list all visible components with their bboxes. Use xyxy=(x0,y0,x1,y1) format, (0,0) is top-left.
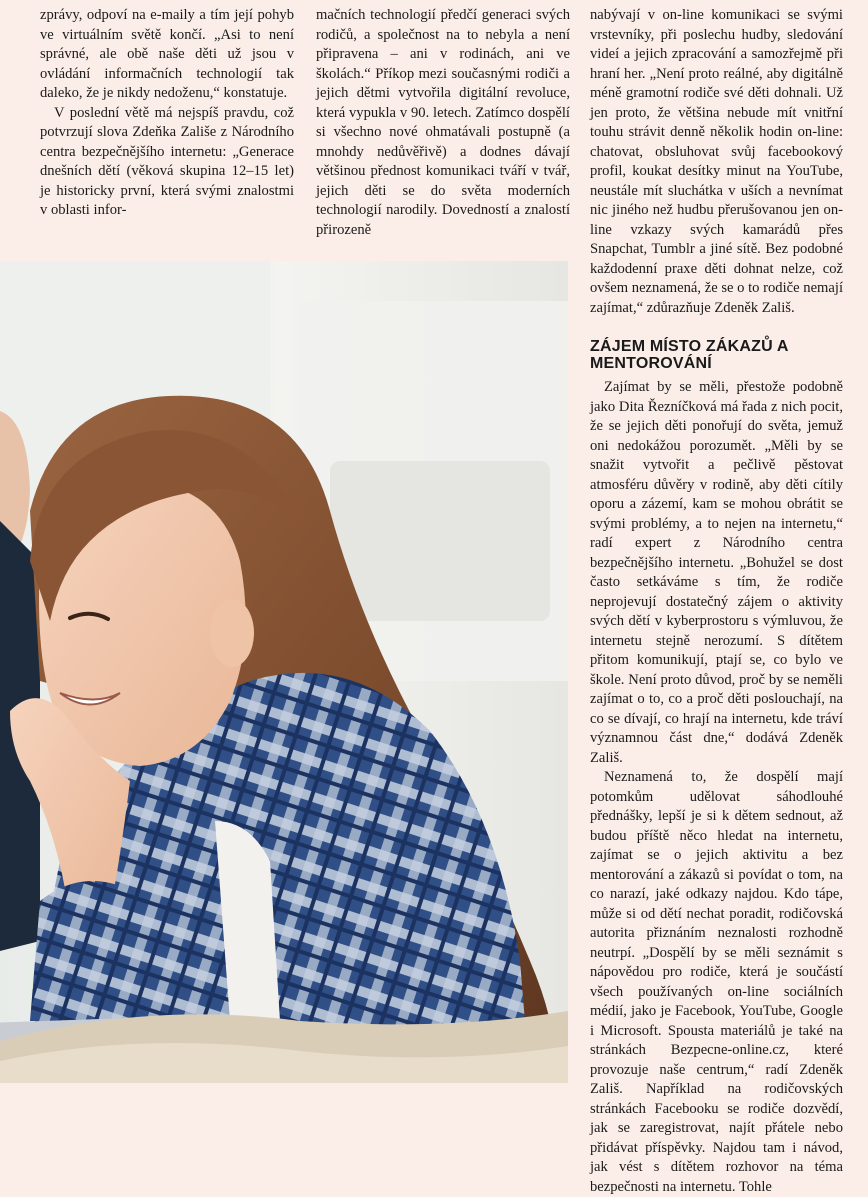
paragraph: nabývají v on-line komunikaci se svými vrstevníky, při poslechu hudby, sledování videí a jejich zpracování a samozřejmě při hraní her. „Není proto reálné, aby digitálně méně gramotní rodiče své děti dohnali. Už jen proto, že většina nebude mít vnitřní touhu strávit denně několik hodin on-line: chatovat, obsluhovat svůj facebookový profil, koukat desítky minut na YouTube, neustále mít sluchátka v uších a nevnímat nic jiného než hudbu přerušovanou jen on-line vzkazy svých kamarádů přes Snapchat, Tumblr a jiné sítě. Bez podobné každodenní praxe děti dohnat nelze, což ovšem neznamená, že se o to rodiče nemají zajímat,“ zdůrazňuje Zdeněk Zališ. xyxy=(590,7,843,316)
paragraph: mačních technologií předčí generaci svých rodičů, a společnost na to nebyla a není připravena – ani v rodinách, ani ve školách.“ Příkop mezi současnými rodiči a jejich dětmi vytvořila digitální revoluce, která vypukla v 90. letech. Zatímco dospělí si všechno nové ohmatávali postupně (a mnohdy nedůvěřivě) a dodnes dávají většinou přednost komunikaci tváří v tvář, jejich děti se do světa moderních technologií narodily. Dovedností a znalostí přirozeně xyxy=(316,7,570,238)
paragraph: Zajímat by se měli, přestože podobně jako Dita Řezníčková má řada z nich pocit, že se jejich děti ponořují do světa, jemuž oni nedokážou porozumět. „Měli by se snažit vytvořit a pečlivě pěstovat atmosféru důvěry v rodině, aby děti cítily oporu a zázemí, kam se mohou obrátit se svými problémy, a to nejen na internetu,“ radí expert z Národního centra bezpečnějšího internetu. „Bohužel se dost často setkáváme s tím, že rodiče neprojevují dostatečný zájem o aktivity svých dětí v kyberprostoru s výmluvou, že internetu stejně nerozumí. S dítětem přitom komunikují, ptají se, co bylo ve škole. Není proto důvod, proč by se neměli zajímat o to, co a proč děti poslouchají, na co se dívají, co hrají na internetu, kde tráví významnou část dne,“ dodává Zdeněk Zališ. xyxy=(590,379,843,766)
girl-with-laptop-illustration xyxy=(0,261,568,1083)
article-column-2 xyxy=(316,6,570,240)
paragraph: Neznamená to, že dospělí mají potomkům udělovat sáhodlouhé přednášky, lepší je si k dětem sednout, až budou příště něco hledat na internetu, zajímat se o jejich aktivitu a bez mentorování a zákazů si povídat o tom, na co narazí, jaké odkazy najdou. Kdo tápe, může si od dětí nechat poradit, rodičovská autorita přiznáním neznalosti rozhodně neutrpí. „Dospělí by se měli seznámit s nápovědou pro rodiče, která je součástí všech používaných on-line sociálních médií, jako je Facebook, YouTube, Google i Microsoft. Spousta materiálů je také na stránkách Bezpecne-online.cz, které provozuje naše centrum,“ radí Zdeněk Zališ. Například na rodičovských stránkách Facebooku se rodiče dozvědí, jak se zaregistrovat, najít přátele nebo přidávat příspěvky. Najdou tam i návod, jak vést s dítětem rozhovor na téma bezpečnosti na internetu. Tohle xyxy=(590,769,843,1195)
paragraph: zprávy, odpoví na e-maily a tím její pohyb ve virtuálním světě končí. „Asi to není správné, ale obě naše děti už jsou v ovládání informačních technologií tak daleko, že je nikdy nedoženu,“ konstatuje. xyxy=(40,7,294,101)
article-column-1 xyxy=(40,6,294,221)
article-photo xyxy=(0,261,568,1083)
section-heading: ZÁJEM MÍSTO ZÁKAZŮ A MENTOROVÁNÍ xyxy=(590,338,789,372)
paragraph: V poslední větě má nejspíš pravdu, což potvrzují slova Zdeňka Zališe z Národního centra bezpečnějšího internetu: „Generace dnešních dětí (věková skupina 12–15 let) je historicky první, která svými znalostmi v oblasti infor- xyxy=(40,104,294,218)
article-column-3 xyxy=(590,6,843,1197)
